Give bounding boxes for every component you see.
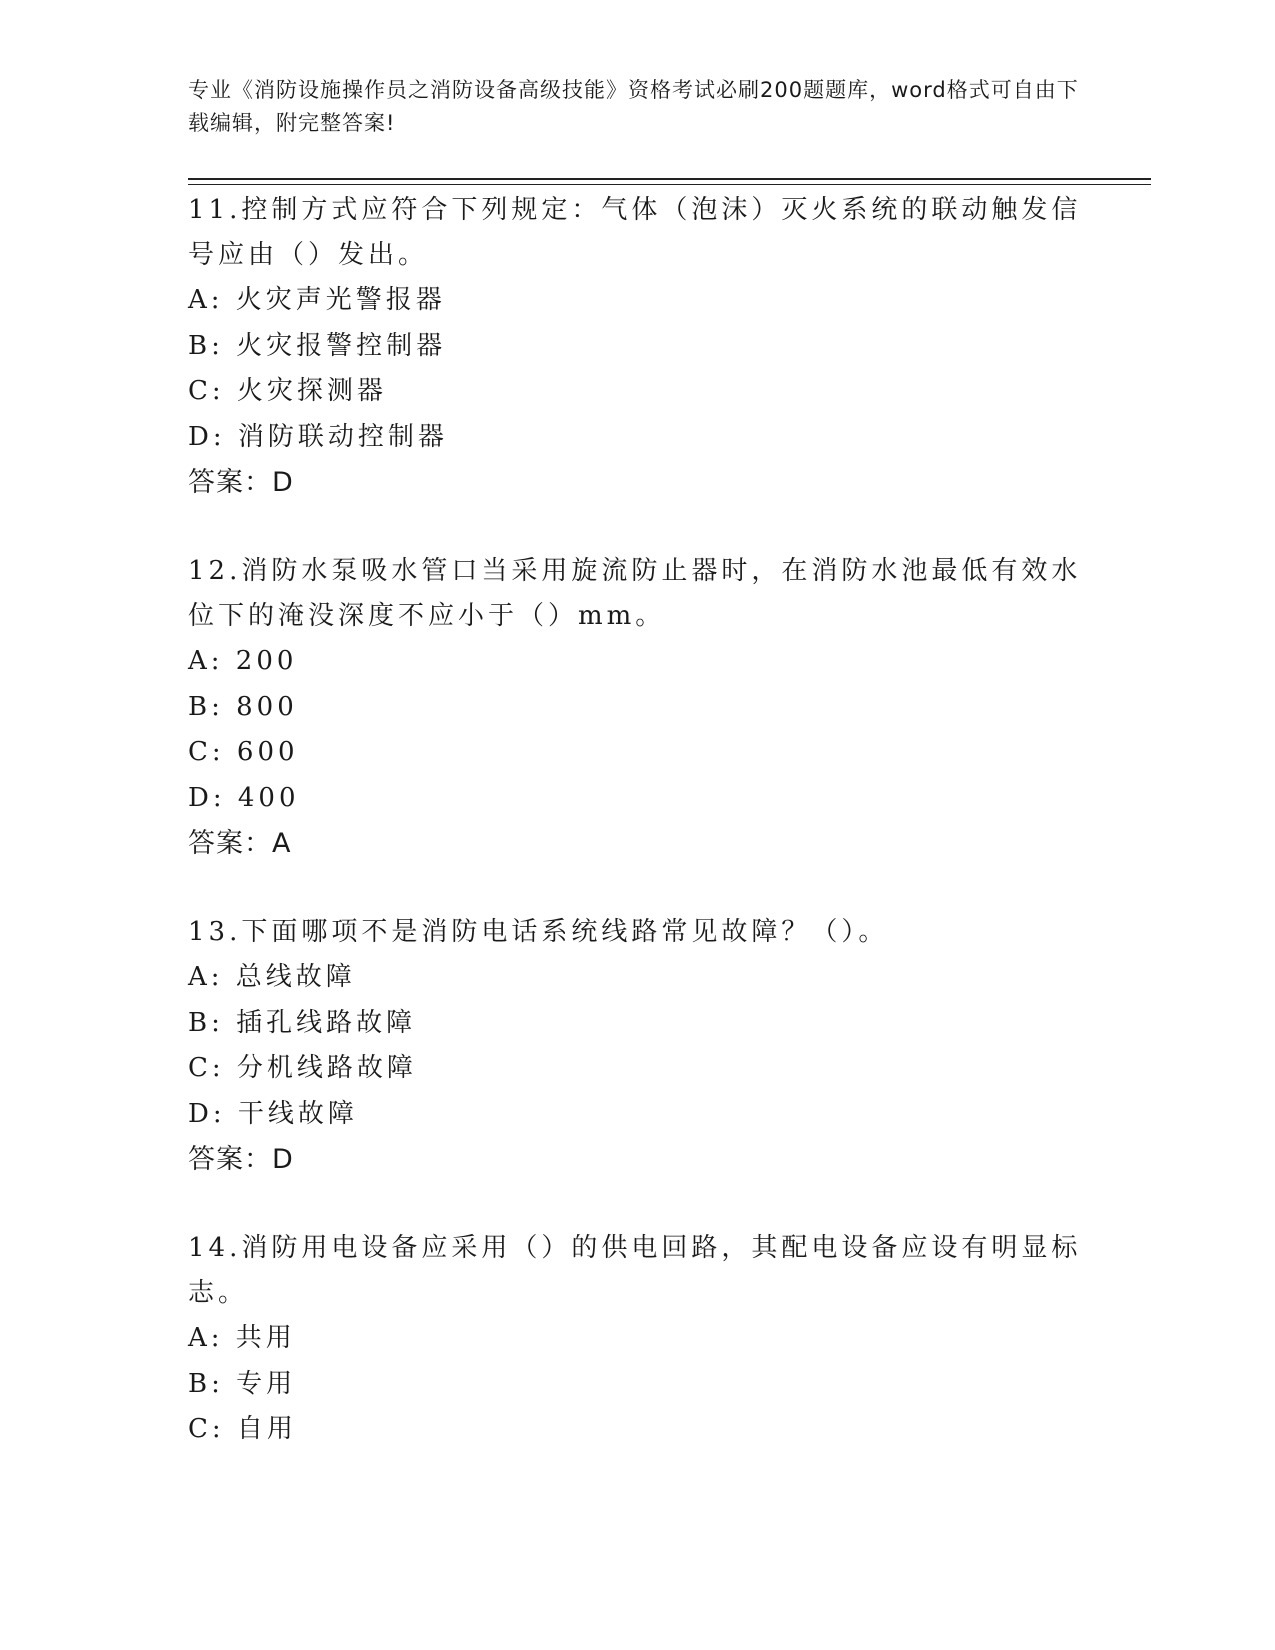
header-divider-thin [188, 184, 1151, 185]
answer-line: 答案：D [188, 467, 294, 498]
option-b: B: 800 [188, 691, 298, 722]
option-b: B: 火灾报警控制器 [188, 330, 447, 361]
answer-line: 答案：A [188, 828, 292, 859]
document-header: 专业《消防设施操作员之消防设备高级技能》资格考试必刷200题题库，word格式可自由下载编辑，附完整答案! [188, 78, 1079, 135]
option-d: D: 400 [188, 782, 300, 813]
question-list [188, 188, 1088, 1496]
option-c: C: 火灾探测器 [188, 376, 387, 406]
option-d: D: 消防联动控制器 [188, 421, 448, 452]
option-a: A: 火灾声光警报器 [188, 285, 446, 315]
header-divider-thick [188, 178, 1151, 180]
option-b: B: 专用 [188, 1368, 297, 1399]
option-a: A: 共用 [188, 1323, 296, 1353]
option-a: A: 200 [188, 646, 298, 676]
question-stem: 11.控制方式应符合下列规定：气体（泡沫）灭火系统的联动触发信号应由（）发出。 [188, 195, 1082, 270]
question-stem: 13.下面哪项不是消防电话系统线路常见故障？（）。 [188, 917, 889, 947]
option-a: A: 总线故障 [188, 962, 356, 992]
question-stem: 12.消防水泵吸水管口当采用旋流防止器时，在消防水池最低有效水位下的淹没深度不应小于（）mm。 [188, 556, 1082, 631]
answer-line: 答案：D [188, 1144, 294, 1175]
option-c: C: 自用 [188, 1414, 297, 1444]
question-14 [188, 1226, 1088, 1453]
question-12 [188, 549, 1088, 867]
question-13 [188, 910, 1088, 1183]
question-11 [188, 188, 1088, 506]
question-stem: 14.消防用电设备应采用（）的供电回路，其配电设备应设有明显标志。 [188, 1233, 1082, 1308]
option-c: C: 600 [188, 737, 299, 767]
option-c: C: 分机线路故障 [188, 1053, 417, 1083]
option-b: B: 插孔线路故障 [188, 1007, 417, 1038]
option-d: D: 干线故障 [188, 1098, 358, 1129]
